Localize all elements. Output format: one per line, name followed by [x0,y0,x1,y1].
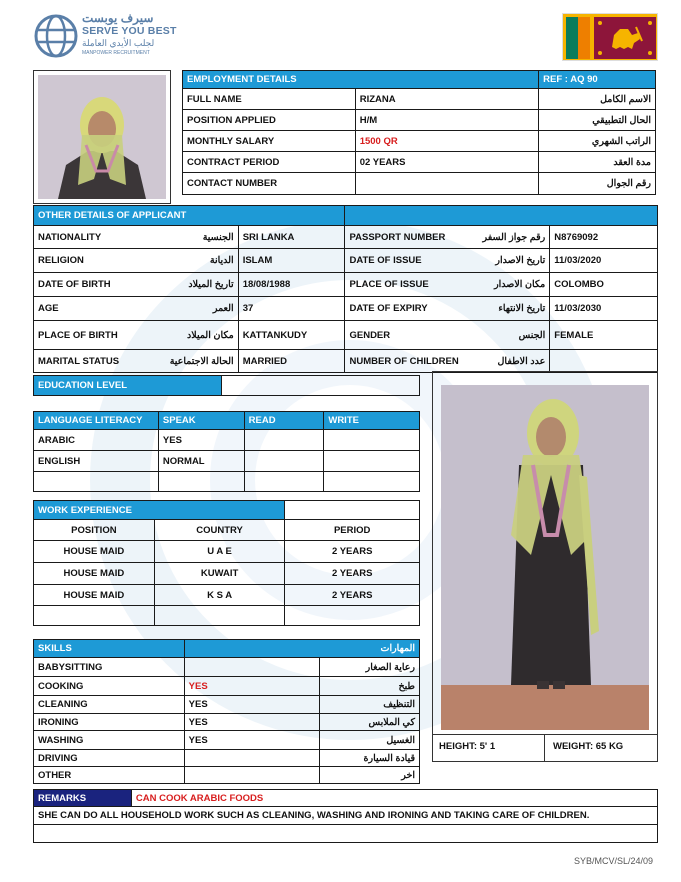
table-row [34,731,420,750]
employment-details-title: EMPLOYMENT DETAILS [183,71,539,89]
education-level-title: EDUCATION LEVEL [34,376,222,396]
skill-value: YES [184,677,320,696]
portrait-photo [38,75,166,199]
full-name-arabic: الاسم الكامل [539,89,656,110]
work-position: HOUSE MAID [34,541,155,563]
skill-label: BABYSITTING [34,658,185,677]
date-of-birth-value: 18/08/1988 [238,273,345,297]
contract-period-label: CONTRACT PERIOD [183,152,356,173]
height-measurement: HEIGHT: 5' 1 [433,734,545,762]
date-of-issue-label: DATE OF ISSUE تاريخ الاصدار [345,249,550,273]
place-of-issue-label: PLACE OF ISSUE مكان الاصدار [345,273,550,297]
nationality-value: SRI LANKA [238,226,345,249]
table-row [34,606,420,626]
contract-period-arabic: مدة العقد [539,152,656,173]
gender-value: FEMALE [550,321,658,350]
work-country: U A E [154,541,285,563]
language-literacy-header: LANGUAGE LITERACY [34,412,159,430]
language-speak: NORMAL [158,451,244,472]
position-applied-value: H/M [355,110,538,131]
work-experience-header-blank [285,501,420,520]
date-of-expiry-value: 11/03/2030 [550,297,658,321]
work-period [285,606,420,626]
work-period: 2 YEARS [285,585,420,606]
skill-arabic: رعاية الصغار [320,658,420,677]
skill-label: CLEANING [34,696,185,714]
document-code: SYB/MCV/SL/24/09 [573,856,653,866]
weight-measurement: WEIGHT: 65 KG [545,734,658,762]
portrait-photo-frame [33,70,171,204]
education-level-value [221,376,419,396]
skill-label: OTHER [34,767,185,784]
skills-title: SKILLS [34,640,185,658]
table-row [34,677,420,696]
skill-label: WASHING [34,731,185,750]
other-details-header-right [345,206,658,226]
logo-arabic: سيرف يوبست [82,11,154,25]
table-row [34,696,420,714]
position-applied-label: POSITION APPLIED [183,110,356,131]
language-write [324,472,420,492]
contract-period-value: 02 YEARS [355,152,538,173]
language-speak [158,472,244,492]
skill-label: DRIVING [34,750,185,767]
work-position: HOUSE MAID [34,585,155,606]
logo-sub: MANPOWER RECRUITMENT [82,50,150,56]
work-country [154,606,285,626]
monthly-salary-label: MONTHLY SALARY [183,131,356,152]
skill-value [184,767,320,784]
skills-table [33,639,420,784]
full-body-photo [441,385,649,730]
age-value: 37 [238,297,345,321]
logo-arabic-sub: لجلب الأيدي العاملة [82,38,155,48]
date-of-issue-value: 11/03/2020 [550,249,658,273]
place-of-birth-label: PLACE OF BIRTH مكان الميلاد [34,321,239,350]
number-of-children-label: NUMBER OF CHILDREN عدد الاطفال [345,350,550,373]
work-period: 2 YEARS [285,541,420,563]
skill-arabic: اخر [320,767,420,784]
skill-value [184,750,320,767]
monthly-salary-arabic: الراتب الشهري [539,131,656,152]
remarks-highlight: CAN COOK ARABIC FOODS [131,790,657,807]
sri-lanka-flag [562,13,658,61]
table-row [34,563,420,585]
language-read [244,430,324,451]
skill-arabic: طبخ [320,677,420,696]
country-header: COUNTRY [154,520,285,541]
skill-label: COOKING [34,677,185,696]
full-name-label: FULL NAME [183,89,356,110]
number-of-children-value [550,350,658,373]
remarks-title: REMARKS [34,790,132,807]
work-position: HOUSE MAID [34,563,155,585]
table-row [34,767,420,784]
remarks-table [33,789,658,843]
table-row [34,430,420,451]
language-name [34,472,159,492]
full-name-value: RIZANA [355,89,538,110]
full-body-photo-frame [432,371,658,762]
reference-number: REF : AQ 90 [539,71,656,89]
work-period: 2 YEARS [285,563,420,585]
contact-number-arabic: رقم الجوال [539,173,656,195]
period-header: PERIOD [285,520,420,541]
place-of-birth-value: KATTANKUDY [238,321,345,350]
language-name: ENGLISH [34,451,159,472]
language-name: ARABIC [34,430,159,451]
marital-status-label: MARITAL STATUS الحالة الاجتماعية [34,350,239,373]
read-header: READ [244,412,324,430]
employment-details-table [182,70,656,195]
nationality-label: NATIONALITY الجنسية [34,226,239,249]
contact-number-value [355,173,538,195]
skill-arabic: كي الملابس [320,714,420,731]
lion-icon [594,17,656,59]
monthly-salary-value: 1500 QR [355,131,538,152]
language-literacy-table [33,411,420,492]
date-of-birth-label: DATE OF BIRTH تاريخ الميلاد [34,273,239,297]
language-write [324,430,420,451]
gender-label: GENDER الجنس [345,321,550,350]
work-experience-title: WORK EXPERIENCE [34,501,285,520]
work-country: KUWAIT [154,563,285,585]
religion-value: ISLAM [238,249,345,273]
religion-label: RELIGION الديانة [34,249,239,273]
education-level-table [33,375,420,396]
table-row [34,750,420,767]
other-details-title: OTHER DETAILS OF APPLICANT [34,206,345,226]
other-details-table [33,205,658,373]
language-read [244,472,324,492]
globe-logo-icon [34,14,78,58]
skills-title-arabic: المهارات [184,640,419,658]
language-read [244,451,324,472]
age-label: AGE العمر [34,297,239,321]
remarks-text: SHE CAN DO ALL HOUSEHOLD WORK SUCH AS CLEANING, WASHING AND IRONING AND TAKING CARE OF CHILDREN. [34,807,658,825]
marital-status-value: MARRIED [238,350,345,373]
skill-value: YES [184,714,320,731]
language-speak: YES [158,430,244,451]
table-row [34,541,420,563]
skill-value [184,658,320,677]
place-of-issue-value: COLOMBO [550,273,658,297]
logo-name: SERVE YOU BEST [82,25,177,37]
table-row [34,714,420,731]
work-country: K S A [154,585,285,606]
table-row [34,658,420,677]
table-row [34,451,420,472]
skill-value: YES [184,696,320,714]
position-header: POSITION [34,520,155,541]
skill-arabic: الغسيل [320,731,420,750]
table-row [34,472,420,492]
table-row [34,585,420,606]
contact-number-label: CONTACT NUMBER [183,173,356,195]
language-write [324,451,420,472]
work-experience-table [33,500,420,626]
passport-number-label: PASSPORT NUMBER رقم جواز السفر [345,226,550,249]
position-applied-arabic: الحال التطبيقي [539,110,656,131]
speak-header: SPEAK [158,412,244,430]
skill-label: IRONING [34,714,185,731]
skill-arabic: قيادة السيارة [320,750,420,767]
remarks-blank-line [34,825,658,843]
date-of-expiry-label: DATE OF EXPIRY تاريخ الانتهاء [345,297,550,321]
company-logo [34,12,184,62]
passport-number-value: N8769092 [550,226,658,249]
skill-value: YES [184,731,320,750]
skill-arabic: التنظيف [320,696,420,714]
write-header: WRITE [324,412,420,430]
work-position [34,606,155,626]
